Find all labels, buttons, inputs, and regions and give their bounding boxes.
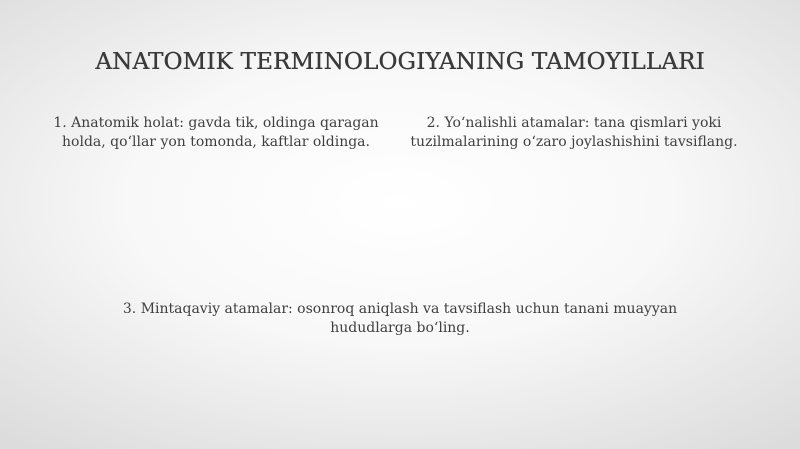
point-anatomical-position: 1. Anatomik holat: gavda tik, oldinga qaragan holda, qo‘llar yon tomonda, kaftlar oldinga. (53, 115, 379, 150)
point-directional-terms: 2. Yo‘nalishli atamalar: tana qismlari yoki tuzilmalarining o‘zaro joylashishini tavsiflang. (410, 115, 738, 150)
slide-title: ANATOMIK TERMINOLOGIYANING TAMOYILLARI (95, 49, 705, 76)
point-regional-terms: 3. Mintaqaviy atamalar: osonroq aniqlash va tavsiflash uchun tanani muayyan hududlarga bo‘ling. (122, 301, 678, 336)
